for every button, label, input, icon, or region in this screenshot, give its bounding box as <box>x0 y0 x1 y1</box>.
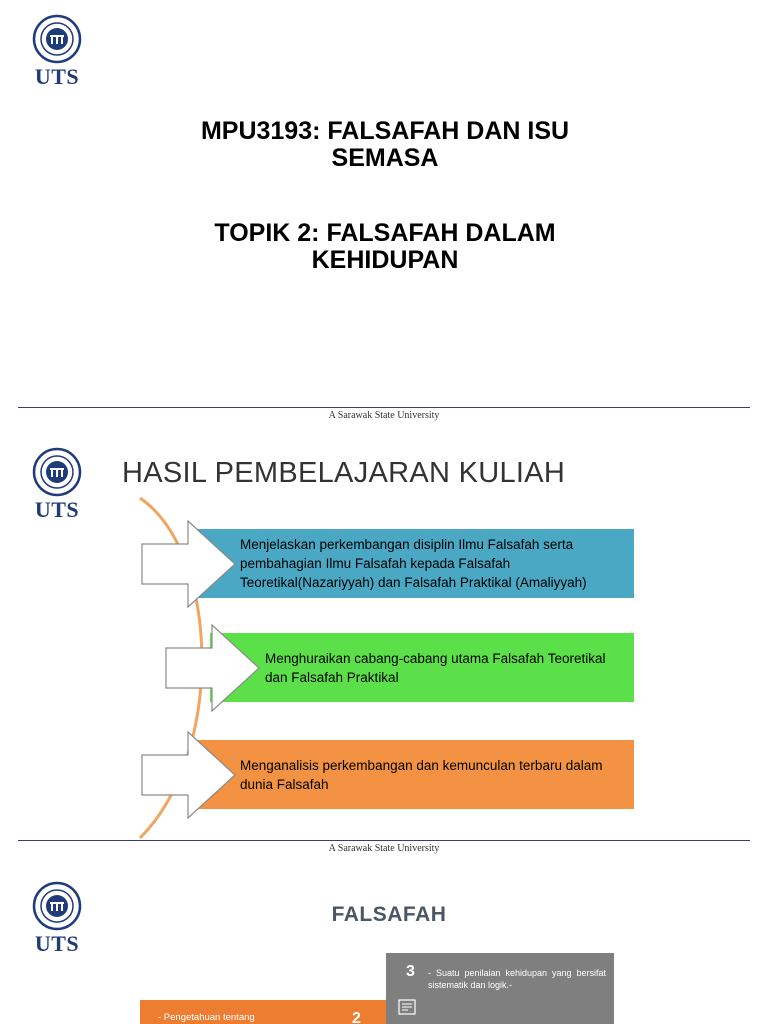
uts-logo <box>32 14 82 88</box>
uts-crest-icon <box>32 14 82 64</box>
outcome-box-3 <box>188 740 634 809</box>
slide-title: FALSAFAH <box>331 903 447 926</box>
course-title <box>150 118 620 172</box>
uts-crest-icon <box>32 447 82 497</box>
topic-title <box>150 220 620 274</box>
logo-text: UTS <box>34 497 80 522</box>
slide-1 <box>0 0 768 432</box>
outcome-box-2 <box>210 633 634 702</box>
card-number-3: 3 <box>406 963 415 980</box>
topic-title-line2: KEHIDUPAN <box>311 246 459 274</box>
topic-title-line1: TOPIK 2: FALSAFAH DALAM <box>214 219 556 247</box>
course-title-line1: MPU3193: FALSAFAH DAN ISU <box>200 117 570 145</box>
outcome-text-3: Menganalisis perkembangan dan kemunculan terbaru dalam dunia Falsafah <box>240 757 603 792</box>
card-text-3: - Suatu penilaian kehidupan yang bersifat sistematik dan logik.- <box>428 968 606 990</box>
logo-text: UTS <box>34 64 80 89</box>
footer-text: A Sarawak State University <box>328 843 440 854</box>
logo-text: UTS <box>34 931 80 956</box>
slide-2 <box>0 433 768 866</box>
card-text-2: - Pengetahuan tentang <box>158 1012 255 1023</box>
card-2 <box>140 1000 386 1024</box>
card-3 <box>386 953 614 1024</box>
footer-text: A Sarawak State University <box>328 410 440 421</box>
footer-divider <box>18 840 750 841</box>
slide-3 <box>0 867 768 1024</box>
arrow-icon <box>140 519 240 609</box>
document-icon <box>398 999 416 1015</box>
arrow-icon <box>164 623 264 713</box>
course-title-line2: SEMASA <box>331 144 439 172</box>
outcome-text-2: Menghuraikan cabang-cabang utama Falsafah Teoretikal dan Falsafah Praktikal <box>265 650 606 685</box>
slide-heading: HASIL PEMBELAJARAN KULIAH <box>122 457 566 489</box>
footer-divider <box>18 407 750 408</box>
outcome-text-1: Menjelaskan perkembangan disiplin Ilmu Falsafah serta pembahagian Ilmu Falsafah kepada Falsafah Teoretikal(Nazariyyah) dan Falsafah Praktikal (Amaliyyah) <box>240 537 587 590</box>
outcome-box-1 <box>188 529 634 598</box>
uts-logo <box>32 447 82 521</box>
card-number-2: 2 <box>352 1010 361 1024</box>
arrow-icon <box>140 730 240 820</box>
